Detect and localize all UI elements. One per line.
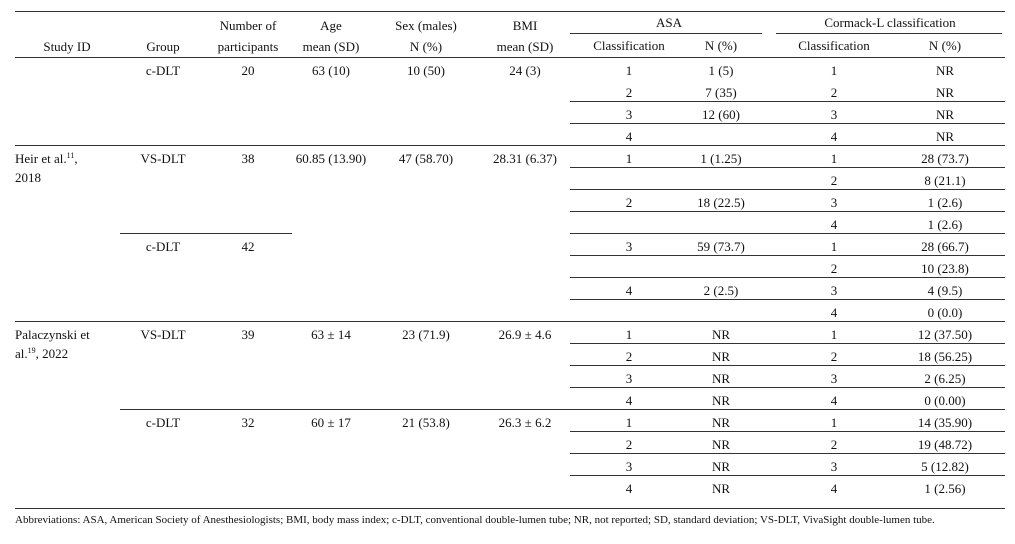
cl-n-cell: 28 (66.7) <box>921 239 969 254</box>
header-cl-classification: Classification <box>798 38 870 53</box>
group-rule <box>120 233 292 234</box>
cl-classification-cell: 1 <box>830 63 838 78</box>
cl-classification-cell: 4 <box>830 217 838 232</box>
row-rule <box>570 101 1005 102</box>
row-rule <box>570 343 1005 344</box>
header-sex-2: N (%) <box>409 39 443 54</box>
participants-value: 38 <box>241 151 255 166</box>
section-rule <box>15 145 1005 146</box>
sex-value: 21 (53.8) <box>402 415 450 430</box>
cl-classification-cell: 2 <box>830 437 838 452</box>
participants-value: 32 <box>241 415 255 430</box>
asa-classification-cell: 3 <box>625 107 633 122</box>
bmi-value: 24 (3) <box>509 63 541 78</box>
sex-value: 10 (50) <box>407 63 445 78</box>
header-age-2: mean (SD) <box>302 39 360 54</box>
row-rule <box>570 233 1005 234</box>
study-id-heir: Heir et al.$^{11}$, <box>15 151 78 166</box>
asa-n-cell: NR <box>711 349 731 364</box>
asa-classification-cell: 4 <box>625 393 633 408</box>
cl-classification-cell: 4 <box>830 481 838 496</box>
cl-n-cell: 1 (2.56) <box>924 481 966 496</box>
cl-classification-cell: 1 <box>830 239 838 254</box>
cl-classification-cell: 3 <box>830 459 838 474</box>
cl-n-cell: 12 (37.50) <box>917 327 973 342</box>
bmi-value: 26.9 ± 4.6 <box>498 327 552 342</box>
asa-n-cell: 1 (1.25) <box>700 151 742 166</box>
group-label: VS-DLT <box>140 327 186 342</box>
header-sex-1: Sex (males) <box>395 18 457 33</box>
cl-classification-cell: 1 <box>830 151 838 166</box>
age-value: 60 ± 17 <box>311 415 351 430</box>
asa-n-cell: 12 (60) <box>702 107 740 122</box>
asa-n-cell: 18 (22.5) <box>697 195 745 210</box>
asa-n-cell: NR <box>711 415 731 430</box>
asa-classification-cell: 2 <box>625 437 633 452</box>
asa-classification-cell: 2 <box>625 85 633 100</box>
header-participants-1: Number of <box>219 18 277 33</box>
cl-n-cell: 14 (35.90) <box>917 415 973 430</box>
participants-value: 42 <box>241 239 255 254</box>
cl-classification-cell: 1 <box>830 415 838 430</box>
asa-classification-cell: 1 <box>625 151 633 166</box>
cl-classification-cell: 4 <box>830 393 838 408</box>
group-rule <box>120 409 1005 410</box>
cl-n-cell: 0 (0.0) <box>927 305 963 320</box>
asa-n-cell: NR <box>711 459 731 474</box>
study-year-palaczynski: al.$^{19}$, 2022 <box>15 346 69 361</box>
asa-classification-cell: 4 <box>625 481 633 496</box>
section-rule <box>15 321 1005 322</box>
asa-classification-cell: 1 <box>625 327 633 342</box>
asa-underline <box>570 33 762 34</box>
row-rule <box>570 453 1005 454</box>
cl-n-cell: NR <box>935 107 955 122</box>
footnote: Abbreviations: ASA, American Society of Anesthesiologists; BMI, body mass index; c-DLT, conventional double-lumen tube; NR, not reported; SD, standard deviation; VS-DLT, VivaSight double-lumen tube. <box>15 514 935 526</box>
header-cl-n: N (%) <box>928 38 962 53</box>
cl-n-cell: NR <box>935 129 955 144</box>
study-year-heir: 2018 <box>15 170 41 185</box>
cl-n-cell: NR <box>935 85 955 100</box>
participants-value: 20 <box>241 63 255 78</box>
group-label: VS-DLT <box>140 151 186 166</box>
sex-value: 47 (58.70) <box>398 151 454 166</box>
cl-classification-cell: 3 <box>830 371 838 386</box>
asa-classification-cell: 2 <box>625 349 633 364</box>
cl-classification-cell: 2 <box>830 173 838 188</box>
cl-classification-cell: 2 <box>830 261 838 276</box>
header-group: Group <box>146 39 180 54</box>
age-value: 63 ± 14 <box>311 327 351 342</box>
row-rule <box>570 167 1005 168</box>
cl-n-cell: 19 (48.72) <box>917 437 973 452</box>
group-label: c-DLT <box>145 63 181 78</box>
header-age-1: Age <box>320 18 342 33</box>
cl-n-cell: 0 (0.00) <box>924 393 966 408</box>
cl-classification-cell: 2 <box>830 349 838 364</box>
cl-n-cell: NR <box>935 63 955 78</box>
row-rule <box>570 211 1005 212</box>
asa-classification-cell: 4 <box>625 283 633 298</box>
row-rule <box>570 365 1005 366</box>
asa-n-cell: 1 (5) <box>708 63 734 78</box>
asa-n-cell: 2 (2.5) <box>703 283 739 298</box>
group-label: c-DLT <box>145 239 181 254</box>
cl-classification-cell: 1 <box>830 327 838 342</box>
cl-n-cell: 2 (6.25) <box>924 371 966 386</box>
asa-classification-cell: 3 <box>625 371 633 386</box>
participants-value: 39 <box>241 327 255 342</box>
row-rule <box>570 189 1005 190</box>
bottom-rule <box>15 508 1005 509</box>
cl-classification-cell: 4 <box>830 305 838 320</box>
header-study-id: Study ID <box>43 39 91 54</box>
cl-n-cell: 10 (23.8) <box>921 261 969 276</box>
asa-n-cell: NR <box>711 327 731 342</box>
sex-value: 23 (71.9) <box>402 327 450 342</box>
header-participants-2: participants <box>217 39 279 54</box>
age-value: 60.85 (13.90) <box>295 151 367 166</box>
cl-n-cell: 18 (56.25) <box>917 349 973 364</box>
group-label: c-DLT <box>145 415 181 430</box>
row-rule <box>570 299 1005 300</box>
header-rule <box>15 57 1005 58</box>
row-rule <box>570 277 1005 278</box>
top-rule <box>15 11 1005 12</box>
row-rule <box>570 475 1005 476</box>
row-rule <box>570 255 1005 256</box>
row-rule <box>570 431 1005 432</box>
header-cormack-l: Cormack-L classification <box>824 15 956 30</box>
asa-classification-cell: 4 <box>625 129 633 144</box>
header-bmi-1: BMI <box>512 18 538 33</box>
cl-n-cell: 8 (21.1) <box>924 173 966 188</box>
asa-n-cell: NR <box>711 481 731 496</box>
bmi-value: 26.3 ± 6.2 <box>498 415 552 430</box>
asa-classification-cell: 1 <box>625 415 633 430</box>
cl-classification-cell: 3 <box>830 283 838 298</box>
cl-classification-cell: 3 <box>830 195 838 210</box>
cl-n-cell: 5 (12.82) <box>921 459 969 474</box>
asa-n-cell: 59 (73.7) <box>697 239 745 254</box>
header-asa-n: N (%) <box>704 38 738 53</box>
cl-n-cell: 1 (2.6) <box>927 195 963 210</box>
cl-underline <box>776 33 1002 34</box>
cl-n-cell: 4 (9.5) <box>927 283 963 298</box>
age-value: 63 (10) <box>312 63 350 78</box>
cl-n-cell: 1 (2.6) <box>927 217 963 232</box>
header-bmi-2: mean (SD) <box>496 39 554 54</box>
asa-classification-cell: 1 <box>625 63 633 78</box>
cl-classification-cell: 3 <box>830 107 838 122</box>
bmi-value: 28.31 (6.37) <box>493 151 557 166</box>
row-rule <box>570 387 1005 388</box>
asa-n-cell: NR <box>711 437 731 452</box>
row-rule <box>570 123 1005 124</box>
asa-classification-cell: 2 <box>625 195 633 210</box>
cl-classification-cell: 4 <box>830 129 838 144</box>
header-asa: ASA <box>655 15 683 30</box>
asa-classification-cell: 3 <box>625 459 633 474</box>
asa-n-cell: 7 (35) <box>705 85 737 100</box>
asa-n-cell: NR <box>711 393 731 408</box>
study-id-palaczynski: Palaczynski et <box>15 327 90 342</box>
cl-classification-cell: 2 <box>830 85 838 100</box>
cl-n-cell: 28 (73.7) <box>921 151 969 166</box>
header-asa-classification: Classification <box>593 38 665 53</box>
asa-classification-cell: 3 <box>625 239 633 254</box>
asa-n-cell: NR <box>711 371 731 386</box>
